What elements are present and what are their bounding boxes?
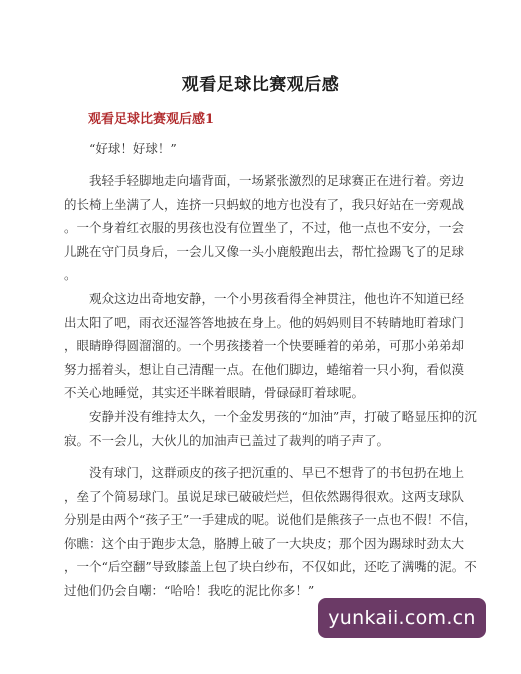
paragraph-line: ，垒了个简易球门。虽说足球已破破烂烂，但依然踢得很欢。这两支球队 (64, 488, 465, 504)
paragraph-line: 寂。不一会儿，大伙儿的加油声已盖过了裁判的哨子声了。 (64, 432, 390, 448)
paragraph-5 (64, 461, 477, 602)
paragraph-4 (64, 405, 477, 452)
paragraph-line: 的长椅上坐满了人，连挤一只蚂蚁的地方也没有了，我只好站在一旁观战 (64, 196, 465, 212)
paragraph-3 (64, 287, 465, 405)
paragraph-line: 没有球门，这群顽皮的孩子把沉重的、早已不想背了的书包扔在地上 (89, 465, 465, 480)
paragraph-1 (64, 137, 460, 161)
paragraph-line: 。 (64, 267, 77, 282)
paragraph-line: 出太阳了吧，雨衣还湿答答地披在身上。他的妈妈则目不转睛地盯着球门 (64, 314, 465, 330)
paragraph-line: 不关心地睡觉，其实还半眯着眼睛，骨碌碌盯着球呢。 (64, 385, 365, 400)
paragraph-line: 儿跳在守门员身后，一会儿又像一头小鹿般跑出去，帮忙捡踢飞了的足球 (64, 243, 465, 259)
paragraph-line: 过他们仍会自嘲：“哈哈！我吃的泥比你多！” (64, 582, 315, 598)
paragraph-line: 分别是由两个“孩子王”一手建成的呢。说他们是熊孩子一点也不假！不信， (64, 512, 477, 527)
document-title: 观看足球比赛观后感 (181, 75, 340, 95)
paragraph-line: 努力摇着头，想让自己清醒一点。在他们脚边，蜷缩着一只小狗，看似漠 (64, 361, 465, 377)
watermark-badge: yunkaii.com.cn (318, 598, 486, 638)
paragraph-line: 观众这边出奇地安静，一个小男孩看得全神贯注，他也许不知道已经 (89, 291, 465, 306)
paragraph-line: ，一个“后空翻”导致膝盖上包了块白纱布，不仅如此，还吃了满嘴的泥。不 (64, 559, 477, 574)
paragraph-line: 我轻手轻脚地走向墙背面，一场紧张激烈的足球赛正在进行着。旁边 (89, 173, 465, 188)
paragraph-line: 安静并没有维持太久，一个金发男孩的“加油”声，打破了略显压抑的沉 (89, 409, 477, 424)
section-heading: 观看足球比赛观后感1 (88, 112, 215, 127)
paragraph-line: “好球！好球！” (89, 141, 177, 156)
paragraph-line: 。一个身着红衣服的男孩也没有位置坐了，不过，他一点也不安分，一会 (64, 220, 465, 235)
paragraph-line: 你瞧：这个由于跑步太急，胳膊上破了一大块皮；那个因为踢球时劲太大 (64, 535, 465, 551)
paragraph-2 (64, 169, 465, 287)
paragraph-line: ，眼睛睁得圆溜溜的。一个男孩搂着一个快要睡着的弟弟，可那小弟弟却 (64, 338, 465, 353)
